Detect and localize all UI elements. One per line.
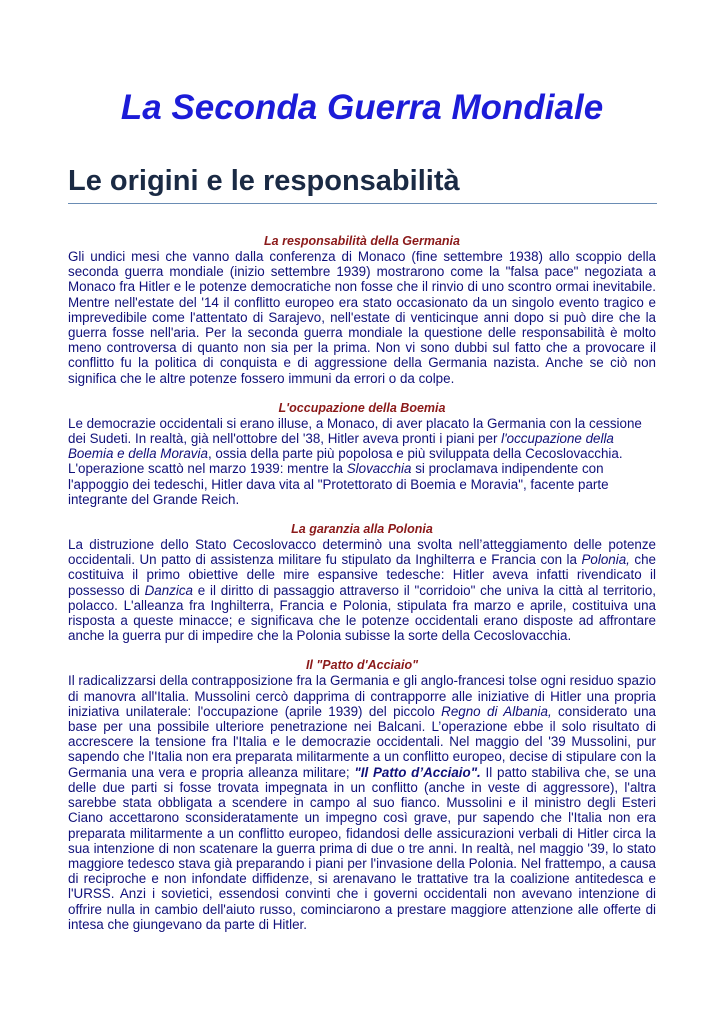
section-heading: Il "Patto d'Acciaio" (305, 658, 419, 673)
body-text: La distruzione dello Stato Cecoslovacco determinò una svolta nell’atteggiamento delle potenze occidentali. Un patto di assistenza militare fu stipulato da Inghilterra e Francia con la (68, 537, 656, 568)
body-text: che costituiva il primo obiettive delle mire espansive tedesche: Hitler aveva infatti rivendicato il possesso di (68, 552, 656, 598)
section-polonia (68, 522, 656, 643)
body-text: considerato una base per una possibile ulteriore penetrazione nei Balcani. L’operazione ebbe il solo risultato di accrescere la tensione fra l'Italia e le democrazie occidentali. Nel maggio del '39 Mussolini, pur sapendo che l'Italia non era preparata militarmente a un conflitto europeo, decise di stipulare con la Germania una vera e propria alleanza militare; (68, 703, 656, 780)
emphasis-text: l'occupazione della Boemia e della Moravia (68, 431, 614, 462)
main-title: La Seconda Guerra Mondiale (120, 88, 604, 127)
section-germania (68, 234, 656, 386)
emphasis-text: Danzica (144, 582, 193, 598)
content (68, 234, 656, 932)
body-text: Le democrazie occidentali si erano illuse, a Monaco, di aver placato la Germania con la cessione dei Sudeti. In realtà, già nell'ottobre del '38, Hitler aveva pronti i piani per (68, 415, 642, 447)
body-text: Il patto stabiliva che, se una delle due parti si fosse trovata impegnata in un conflitto (anche in veste di aggressore), l'altra sarebbe stata obbligata a scendere in campo al suo fianco. Mussolini e il ministro degli Esteri Ciano accettarono sconsideratamente un impegno così grave, pur sapendo che l'Italia non era preparata militarmente a un conflitto europeo, fidandosi delle assicurazioni verbali di Hitler circa la sua intenzione di non scatenare la guerra prima di due o tre anni. In realtà, nel maggio '39, lo stato maggiore tedesco stava già preparando i piani per l'invasione della Polonia. Nel frattempo, a causa di reciproche e non infondate diffidenze, si arenavano le trattative tra la coalizione antitedesca e l'URSS. Anzi i sovietici, essendosi convinti che i governi occidentali non avevano intenzione di offrire nulla in cambio dell'aiuto russo, cominciarono a prestare maggiore attenzione alle offerte di intesa che giungevano da parte di Hitler. (68, 764, 656, 932)
emphasis-text: Slovacchia (346, 461, 412, 477)
section-body (68, 416, 656, 507)
section-heading: La responsabilità della Germania (264, 234, 460, 248)
body-text: si proclamava indipendente con l'appoggio dei tedeschi, Hitler dava vita al "Protettorato di Boemia e Moravia", facente parte integrante del Grande Reich. (68, 461, 609, 507)
body-text: Il radicalizzarsi della contrapposizione fra la Germania e gli anglo-francesi tolse ogni residuo spazio di manovra all'Italia. Mussolini cercò dapprima di contrapporre alle iniziative di Hitler una propria iniziativa unilaterale: l'occupazione (aprile 1939) del piccolo (68, 673, 657, 719)
body-text: e il diritto di passaggio attraverso il "corridoio" che univa la città al territorio, polacco. L'alleanza fra Inghilterra, Francia e Polonia, stipulata fra marzo e aprile, costituiva una risposta a queste minacce; e significava che le potenze occidentali erano disposte ad affrontare anche la guerra pur di impedire che la Polonia subisse la sorte della Cecoslovacchia. (68, 582, 656, 644)
section-heading: La garanzia alla Polonia (291, 522, 433, 537)
section-body (68, 537, 656, 643)
body-text: Gli undici mesi che vanno dalla conferenza di Monaco (fine settembre 1938) allo scoppio della seconda guerra mondiale (inizio settembre 1939) mostrarono come la "falsa pace" negoziata a Monaco fra Hitler e le potenze democratiche non fosse che il rinvio di uno scontro ormai inevitabile. Mentre nell'estate del '14 il conflitto europeo era stato occasionato da un singolo evento tragico e imprevedibile come l'attentato di Sarajevo, nell'estate di venticinque anni dopo si può dire che la guerra fosse nell'aria. Per la seconda guerra mondiale la questione delle responsabilità è molto meno controversa di quanto non sia per la prima. Non vi sono dubbi sul fatto che a provocare il conflitto fu la politica di conquista e di aggressione della Germania nazista. Anche se ciò non significa che le altre potenze fossero immuni da errori o da colpe. (68, 249, 656, 386)
section-patto (68, 658, 656, 931)
section-body (68, 249, 656, 386)
section-body (68, 673, 656, 931)
emphasis-text: "Il Patto d’Acciaio". (354, 764, 481, 780)
body-text: , ossia della parte più popolosa e più sviluppata della Cecoslovacchia. L'operazione scattò nel marzo 1939: mentre la (68, 446, 623, 477)
emphasis-text: Regno di Albania, (441, 703, 552, 719)
section-heading: L'occupazione della Boemia (278, 400, 446, 415)
subtitle: Le origini e le responsabilità (68, 165, 460, 197)
section-boemia (68, 401, 656, 507)
divider (68, 203, 657, 204)
emphasis-text: Polonia, (581, 552, 630, 568)
